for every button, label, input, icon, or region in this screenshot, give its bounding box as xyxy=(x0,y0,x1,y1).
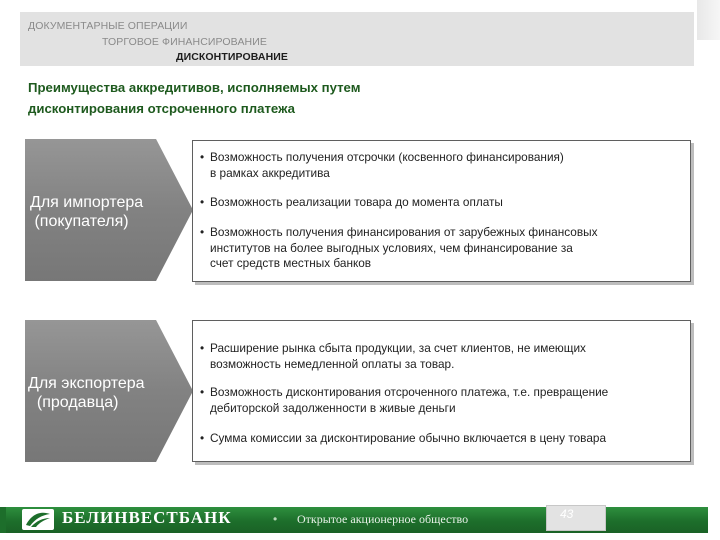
belinvestbank-logo-icon xyxy=(22,509,54,530)
exporter-benefit-1: • Расширение рынка сбыта продукции, за счет клиентов, не имеющих возможность немедленной оплаты за товар. xyxy=(200,341,586,371)
importer-label-line-1: Для импортера xyxy=(30,194,144,211)
importer-label-line-2: (покупателя) xyxy=(30,213,129,230)
bullet-icon: • xyxy=(200,225,205,239)
exporter-benefits-box xyxy=(192,320,691,462)
bullet-icon: • xyxy=(200,150,205,164)
exporter-label xyxy=(28,374,145,412)
bullet-icon: • xyxy=(200,195,205,209)
slide-title xyxy=(28,77,588,119)
bullet-icon: • xyxy=(200,431,205,445)
page-number-box xyxy=(546,505,606,531)
importer-benefit-1: • Возможность получения отсрочки (косвенного финансирования) в рамках аккредитива xyxy=(200,150,564,180)
slide-title-line-1: Преимущества аккредитивов, исполняемых путем xyxy=(28,80,361,95)
footer-separator: • xyxy=(273,512,278,526)
decorative-corner xyxy=(697,0,720,40)
section-header xyxy=(20,12,694,66)
exporter-label-line-2: (продавца) xyxy=(28,394,119,411)
breadcrumb-level-3-current: ДИСКОНТИРОВАНИЕ xyxy=(176,51,289,63)
exporter-benefit-2: • Возможность дисконтирования отсроченного платежа, т.е. превращение дебиторской задолженности в живые деньги xyxy=(200,385,609,415)
exporter-label-line-1: Для экспортера xyxy=(28,375,145,392)
importer-benefit-2: • Возможность реализации товара до момента оплаты xyxy=(200,195,503,209)
breadcrumb-level-2: ТОРГОВОЕ ФИНАНСИРОВАНИЕ xyxy=(102,36,267,48)
bullet-icon: • xyxy=(200,341,205,355)
slide-title-line-2: дисконтирования отсроченного платежа xyxy=(28,101,295,116)
page-number: 43 xyxy=(560,507,574,521)
company-type: Открытое акционерное общество xyxy=(297,512,469,526)
importer-benefit-3: • Возможность получения финансирования от зарубежных финансовых институтов на более выгодных условиях, чем финансирование за счет средств местных банков xyxy=(200,225,598,270)
importer-label xyxy=(30,193,143,231)
bullet-icon: • xyxy=(200,385,205,399)
exporter-benefit-3: • Сумма комиссии за дисконтирование обычно включается в цену товара xyxy=(200,431,607,445)
breadcrumb-level-1: ДОКУМЕНТАРНЫЕ ОПЕРАЦИИ xyxy=(28,20,188,32)
importer-benefits-box xyxy=(192,140,691,282)
bank-name: БЕЛИНВЕСТБАНК xyxy=(62,508,232,527)
